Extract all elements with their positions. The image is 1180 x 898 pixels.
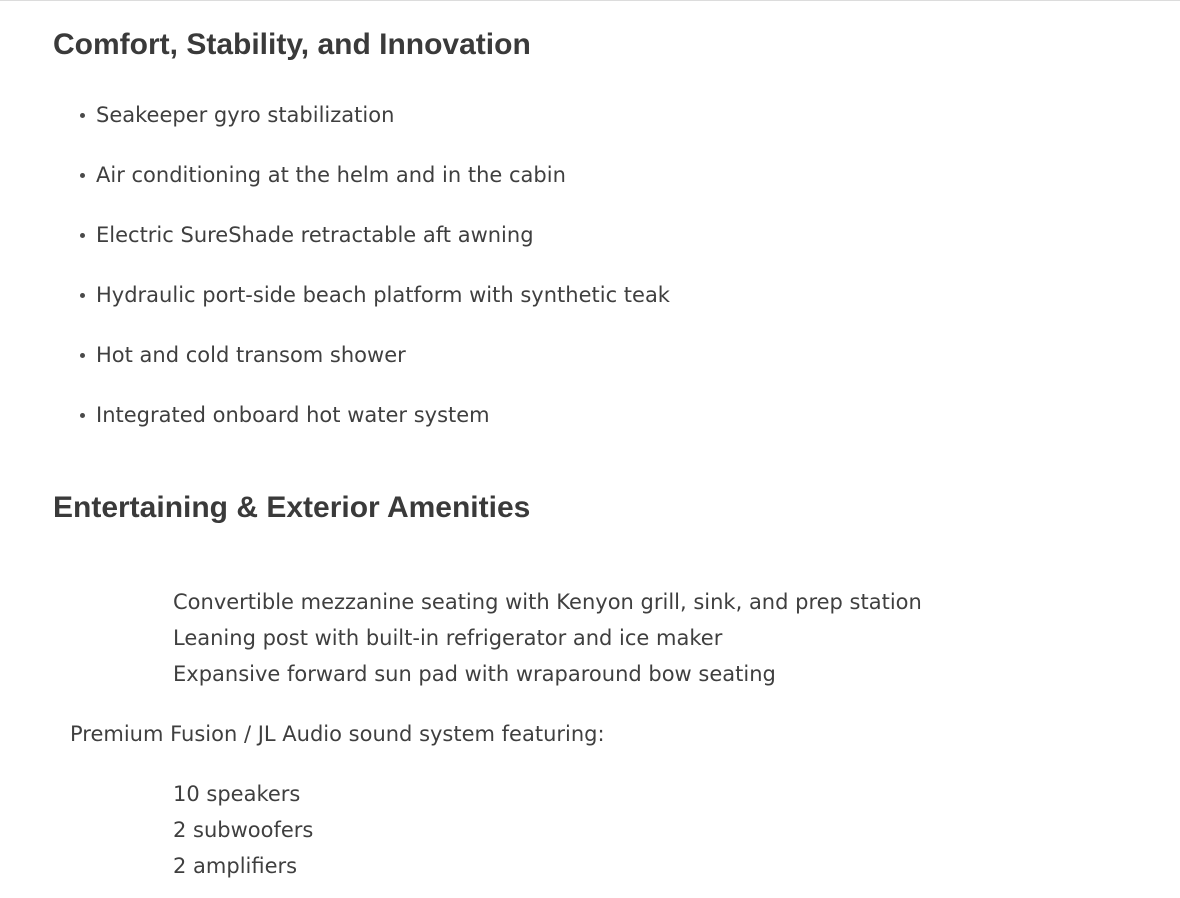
list-item: Convertible mezzanine seating with Kenyon grill, sink, and prep station	[173, 590, 922, 614]
list-item	[0, 217, 670, 277]
list-item: Expansive forward sun pad with wraparound bow seating	[173, 662, 776, 686]
list-item: 10 speakers	[173, 782, 301, 806]
list-item: Leaning post with built-in refrigerator and ice maker	[173, 626, 723, 650]
bullet-icon	[80, 293, 85, 298]
bullet-icon	[80, 113, 85, 118]
list-item	[0, 397, 670, 457]
list-item: 2 subwoofers	[173, 818, 314, 842]
list-item	[0, 337, 670, 397]
bullet-icon	[80, 413, 85, 418]
amenities-list	[173, 584, 922, 692]
list-item-text: Integrated onboard hot water system	[96, 403, 490, 427]
comfort-features-list	[0, 97, 670, 457]
list-item-text: Electric SureShade retractable aft awning	[96, 223, 534, 247]
section-heading-comfort: Comfort, Stability, and Innovation	[53, 28, 531, 61]
list-item	[0, 157, 670, 217]
section-heading-entertaining: Entertaining & Exterior Amenities	[53, 491, 531, 524]
audio-components-list	[173, 776, 313, 884]
list-item-text: Hydraulic port-side beach platform with synthetic teak	[96, 283, 670, 307]
list-item-text: Hot and cold transom shower	[96, 343, 406, 367]
bullet-icon	[80, 353, 85, 358]
list-item	[0, 97, 670, 157]
audio-system-intro: Premium Fusion / JL Audio sound system featuring:	[70, 722, 605, 746]
bullet-icon	[80, 233, 85, 238]
list-item-text: Seakeeper gyro stabilization	[96, 103, 395, 127]
bullet-icon	[80, 173, 85, 178]
list-item-text: Air conditioning at the helm and in the cabin	[96, 163, 566, 187]
list-item	[0, 277, 670, 337]
list-item: 2 amplifiers	[173, 854, 298, 878]
